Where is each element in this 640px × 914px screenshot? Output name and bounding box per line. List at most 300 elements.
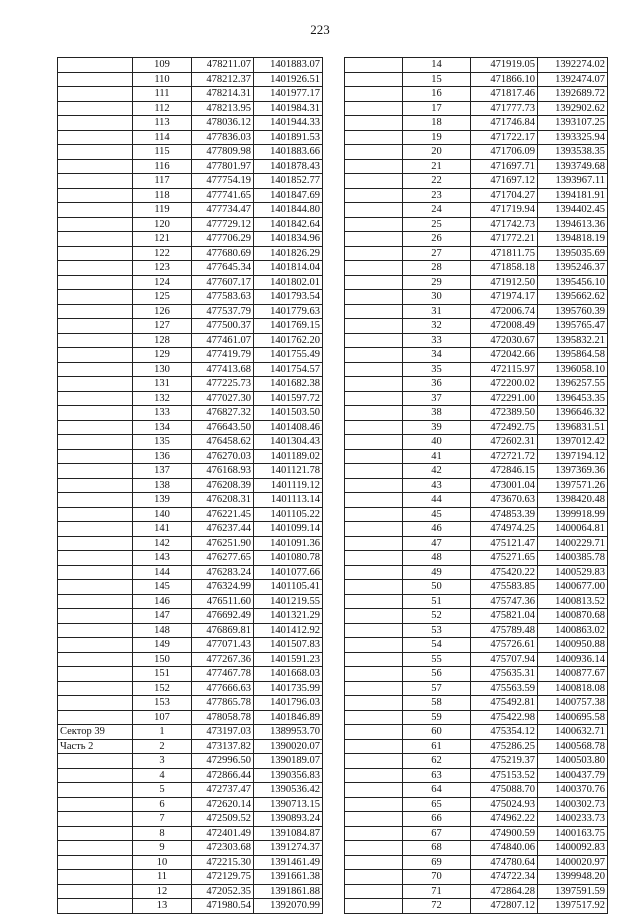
y-coordinate-cell: 1397012.42 [538,435,608,450]
table-row [345,667,608,682]
table-row [345,435,608,450]
table-row [345,870,608,885]
y-coordinate-cell: 1397571.26 [538,478,608,493]
table-row [58,304,323,319]
x-coordinate-cell: 475635.31 [471,667,538,682]
table-row [345,217,608,232]
point-number-cell: 69 [403,855,471,870]
y-coordinate-cell: 1400632.71 [538,725,608,740]
point-number-cell: 120 [133,217,192,232]
table-row [345,304,608,319]
section-cell [345,116,403,131]
y-coordinate-cell: 1392689.72 [538,87,608,102]
table-row [345,130,608,145]
table-row [345,391,608,406]
x-coordinate-cell: 475088.70 [471,783,538,798]
x-coordinate-cell: 474900.59 [471,826,538,841]
x-coordinate-cell: 477809.98 [192,145,254,160]
section-cell [58,333,133,348]
table-row [58,232,323,247]
point-number-cell: 7 [133,812,192,827]
point-number-cell: 116 [133,159,192,174]
section-cell [345,623,403,638]
table-row [58,261,323,276]
table-row [345,768,608,783]
section-cell [345,464,403,479]
x-coordinate-cell: 476251.90 [192,536,254,551]
point-number-cell: 142 [133,536,192,551]
point-number-cell: 26 [403,232,471,247]
y-coordinate-cell: 1401507.83 [254,638,323,653]
table-row [58,580,323,595]
section-cell [58,681,133,696]
y-coordinate-cell: 1399918.99 [538,507,608,522]
point-number-cell: 51 [403,594,471,609]
table-row [58,116,323,131]
x-coordinate-cell: 477645.34 [192,261,254,276]
point-number-cell: 32 [403,319,471,334]
y-coordinate-cell: 1392070.99 [254,899,323,914]
y-coordinate-cell: 1401878.43 [254,159,323,174]
section-cell [345,174,403,189]
table-row [58,623,323,638]
x-coordinate-cell: 472807.12 [471,899,538,914]
table-row [345,855,608,870]
y-coordinate-cell: 1400870.68 [538,609,608,624]
x-coordinate-cell: 476221.45 [192,507,254,522]
y-coordinate-cell: 1401304.43 [254,435,323,450]
point-number-cell: 16 [403,87,471,102]
x-coordinate-cell: 474780.64 [471,855,538,870]
point-number-cell: 140 [133,507,192,522]
table-row [345,754,608,769]
coordinates-table-right-body [345,58,608,914]
section-cell [58,362,133,377]
table-row [345,478,608,493]
section-cell [58,652,133,667]
y-coordinate-cell: 1390189.07 [254,754,323,769]
table-row [345,783,608,798]
y-coordinate-cell: 1401503.50 [254,406,323,421]
point-number-cell: 134 [133,420,192,435]
section-cell [345,304,403,319]
section-cell [58,391,133,406]
section-cell [345,812,403,827]
point-number-cell: 127 [133,319,192,334]
point-number-cell: 107 [133,710,192,725]
table-row [58,333,323,348]
y-coordinate-cell: 1400677.00 [538,580,608,595]
table-row [345,232,608,247]
point-number-cell: 113 [133,116,192,131]
table-row [345,319,608,334]
y-coordinate-cell: 1391084.87 [254,826,323,841]
x-coordinate-cell: 472721.72 [471,449,538,464]
point-number-cell: 65 [403,797,471,812]
section-cell [58,246,133,261]
x-coordinate-cell: 478212.37 [192,72,254,87]
x-coordinate-cell: 475789.48 [471,623,538,638]
table-row [345,174,608,189]
point-number-cell: 64 [403,783,471,798]
point-number-cell: 43 [403,478,471,493]
table-row [58,551,323,566]
point-number-cell: 23 [403,188,471,203]
table-row [58,797,323,812]
section-cell [345,899,403,914]
x-coordinate-cell: 476324.99 [192,580,254,595]
point-number-cell: 49 [403,565,471,580]
y-coordinate-cell: 1400757.38 [538,696,608,711]
x-coordinate-cell: 476827.32 [192,406,254,421]
point-number-cell: 38 [403,406,471,421]
x-coordinate-cell: 471722.17 [471,130,538,145]
y-coordinate-cell: 1401842.64 [254,217,323,232]
point-number-cell: 47 [403,536,471,551]
table-row [58,203,323,218]
section-cell [345,884,403,899]
x-coordinate-cell: 472303.68 [192,841,254,856]
x-coordinate-cell: 472509.52 [192,812,254,827]
table-row [345,101,608,116]
x-coordinate-cell: 477071.43 [192,638,254,653]
y-coordinate-cell: 1400163.75 [538,826,608,841]
y-coordinate-cell: 1401119.12 [254,478,323,493]
section-cell [345,522,403,537]
x-coordinate-cell: 476208.39 [192,478,254,493]
y-coordinate-cell: 1401591.23 [254,652,323,667]
section-cell [58,493,133,508]
point-number-cell: 11 [133,870,192,885]
y-coordinate-cell: 1394181.91 [538,188,608,203]
point-number-cell: 45 [403,507,471,522]
x-coordinate-cell: 477680.69 [192,246,254,261]
section-cell [58,435,133,450]
point-number-cell: 109 [133,58,192,73]
y-coordinate-cell: 1400302.73 [538,797,608,812]
y-coordinate-cell: 1401883.66 [254,145,323,160]
table-row [345,681,608,696]
section-cell [58,536,133,551]
point-number-cell: 2 [133,739,192,754]
point-number-cell: 115 [133,145,192,160]
y-coordinate-cell: 1397517.92 [538,899,608,914]
table-row [345,348,608,363]
table-row [58,420,323,435]
section-cell [58,116,133,131]
y-coordinate-cell: 1400370.76 [538,783,608,798]
section-cell [58,899,133,914]
section-cell [58,290,133,305]
x-coordinate-cell: 472200.02 [471,377,538,392]
y-coordinate-cell: 1401852.77 [254,174,323,189]
y-coordinate-cell: 1390020.07 [254,739,323,754]
section-cell [58,841,133,856]
x-coordinate-cell: 477413.68 [192,362,254,377]
y-coordinate-cell: 1400950.88 [538,638,608,653]
table-row [345,522,608,537]
section-cell [58,406,133,421]
table-row [345,609,608,624]
x-coordinate-cell: 477461.07 [192,333,254,348]
section-cell [58,464,133,479]
table-row [58,217,323,232]
y-coordinate-cell: 1396453.35 [538,391,608,406]
x-coordinate-cell: 471919.05 [471,58,538,73]
x-coordinate-cell: 477865.78 [192,696,254,711]
point-number-cell: 146 [133,594,192,609]
point-number-cell: 131 [133,377,192,392]
y-coordinate-cell: 1391861.88 [254,884,323,899]
table-row [58,478,323,493]
point-number-cell: 59 [403,710,471,725]
section-cell [345,275,403,290]
table-row [58,435,323,450]
table-row [345,449,608,464]
x-coordinate-cell: 475219.37 [471,754,538,769]
x-coordinate-cell: 472602.31 [471,435,538,450]
section-cell [345,609,403,624]
y-coordinate-cell: 1394402.45 [538,203,608,218]
x-coordinate-cell: 471719.94 [471,203,538,218]
section-cell [345,435,403,450]
y-coordinate-cell: 1395035.69 [538,246,608,261]
point-number-cell: 147 [133,609,192,624]
y-coordinate-cell: 1397369.36 [538,464,608,479]
section-cell [345,87,403,102]
section-cell [345,739,403,754]
point-number-cell: 149 [133,638,192,653]
point-number-cell: 53 [403,623,471,638]
section-cell [345,754,403,769]
x-coordinate-cell: 474840.06 [471,841,538,856]
section-cell [345,667,403,682]
table-row [345,72,608,87]
y-coordinate-cell: 1401826.29 [254,246,323,261]
x-coordinate-cell: 471746.84 [471,116,538,131]
section-cell [345,826,403,841]
x-coordinate-cell: 477583.63 [192,290,254,305]
point-number-cell: 143 [133,551,192,566]
x-coordinate-cell: 471772.21 [471,232,538,247]
y-coordinate-cell: 1401682.38 [254,377,323,392]
table-row [345,275,608,290]
x-coordinate-cell: 478058.78 [192,710,254,725]
y-coordinate-cell: 1401944.33 [254,116,323,131]
point-number-cell: 61 [403,739,471,754]
section-cell [58,101,133,116]
y-coordinate-cell: 1400020.97 [538,855,608,870]
table-row [58,449,323,464]
point-number-cell: 34 [403,348,471,363]
section-cell [58,826,133,841]
y-coordinate-cell: 1401755.49 [254,348,323,363]
table-row [345,333,608,348]
section-cell [345,406,403,421]
point-number-cell: 72 [403,899,471,914]
x-coordinate-cell: 475024.93 [471,797,538,812]
section-cell [345,449,403,464]
point-number-cell: 68 [403,841,471,856]
section-cell [345,377,403,392]
y-coordinate-cell: 1401668.03 [254,667,323,682]
section-cell [58,855,133,870]
table-row [345,797,608,812]
section-cell [345,870,403,885]
table-row [345,739,608,754]
x-coordinate-cell: 477741.65 [192,188,254,203]
section-cell [58,203,133,218]
point-number-cell: 18 [403,116,471,131]
point-number-cell: 60 [403,725,471,740]
section-cell [58,174,133,189]
point-number-cell: 114 [133,130,192,145]
x-coordinate-cell: 476208.31 [192,493,254,508]
table-row [345,536,608,551]
table-row [345,652,608,667]
x-coordinate-cell: 472030.67 [471,333,538,348]
section-cell [345,391,403,406]
section-cell [58,551,133,566]
x-coordinate-cell: 475747.36 [471,594,538,609]
y-coordinate-cell: 1400695.58 [538,710,608,725]
y-coordinate-cell: 1401408.46 [254,420,323,435]
section-cell: Часть 2 [58,739,133,754]
x-coordinate-cell: 476869.81 [192,623,254,638]
x-coordinate-cell: 475121.47 [471,536,538,551]
table-row [58,754,323,769]
table-row [58,275,323,290]
x-coordinate-cell: 476283.24 [192,565,254,580]
x-coordinate-cell: 477607.17 [192,275,254,290]
x-coordinate-cell: 471704.27 [471,188,538,203]
point-number-cell: 145 [133,580,192,595]
y-coordinate-cell: 1401814.04 [254,261,323,276]
table-row [58,174,323,189]
section-cell [345,536,403,551]
section-cell [345,58,403,73]
x-coordinate-cell: 477225.73 [192,377,254,392]
x-coordinate-cell: 477537.79 [192,304,254,319]
y-coordinate-cell: 1401834.96 [254,232,323,247]
table-row [58,826,323,841]
point-number-cell: 153 [133,696,192,711]
x-coordinate-cell: 478214.31 [192,87,254,102]
section-cell [58,377,133,392]
y-coordinate-cell: 1391274.37 [254,841,323,856]
section-cell [345,638,403,653]
y-coordinate-cell: 1401977.17 [254,87,323,102]
section-cell [58,188,133,203]
y-coordinate-cell: 1398420.48 [538,493,608,508]
section-cell [58,884,133,899]
point-number-cell: 128 [133,333,192,348]
table-row [345,290,608,305]
point-number-cell: 5 [133,783,192,798]
table-row [58,493,323,508]
y-coordinate-cell: 1400385.78 [538,551,608,566]
section-cell [345,145,403,160]
point-number-cell: 3 [133,754,192,769]
section-cell [58,145,133,160]
point-number-cell: 123 [133,261,192,276]
point-number-cell: 70 [403,870,471,885]
table-row [58,565,323,580]
x-coordinate-cell: 471858.18 [471,261,538,276]
x-coordinate-cell: 475153.52 [471,768,538,783]
x-coordinate-cell: 472129.75 [192,870,254,885]
table-row [58,58,323,73]
table-row [345,188,608,203]
point-number-cell: 36 [403,377,471,392]
table-row [58,884,323,899]
table-row [58,130,323,145]
table-row [345,377,608,392]
section-cell [345,130,403,145]
x-coordinate-cell: 477836.03 [192,130,254,145]
table-row [345,710,608,725]
y-coordinate-cell: 1396058.10 [538,362,608,377]
y-coordinate-cell: 1393325.94 [538,130,608,145]
point-number-cell: 124 [133,275,192,290]
section-cell [345,72,403,87]
section-cell [345,420,403,435]
table-row [345,420,608,435]
section-cell [345,362,403,377]
table-row [58,783,323,798]
point-number-cell: 129 [133,348,192,363]
x-coordinate-cell: 477027.30 [192,391,254,406]
y-coordinate-cell: 1395246.37 [538,261,608,276]
point-number-cell: 10 [133,855,192,870]
y-coordinate-cell: 1401847.69 [254,188,323,203]
table-row [345,841,608,856]
point-number-cell: 44 [403,493,471,508]
y-coordinate-cell: 1401802.01 [254,275,323,290]
table-row [58,652,323,667]
x-coordinate-cell: 472401.49 [192,826,254,841]
point-number-cell: 12 [133,884,192,899]
x-coordinate-cell: 473137.82 [192,739,254,754]
coordinates-table-right [344,57,608,914]
point-number-cell: 14 [403,58,471,73]
x-coordinate-cell: 477500.37 [192,319,254,334]
y-coordinate-cell: 1400863.02 [538,623,608,638]
y-coordinate-cell: 1401735.99 [254,681,323,696]
table-row [58,188,323,203]
table-row [345,623,608,638]
x-coordinate-cell: 478213.95 [192,101,254,116]
point-number-cell: 152 [133,681,192,696]
section-cell [345,783,403,798]
y-coordinate-cell: 1400936.14 [538,652,608,667]
section-cell [58,159,133,174]
x-coordinate-cell: 477706.29 [192,232,254,247]
y-coordinate-cell: 1397194.12 [538,449,608,464]
x-coordinate-cell: 477467.78 [192,667,254,682]
page-number: 223 [310,22,330,37]
x-coordinate-cell: 476168.93 [192,464,254,479]
point-number-cell: 62 [403,754,471,769]
y-coordinate-cell: 1399948.20 [538,870,608,885]
table-row [345,159,608,174]
table-row [58,870,323,885]
section-cell [58,623,133,638]
table-row [58,841,323,856]
y-coordinate-cell: 1401321.29 [254,609,323,624]
y-coordinate-cell: 1401189.02 [254,449,323,464]
table-row [345,638,608,653]
